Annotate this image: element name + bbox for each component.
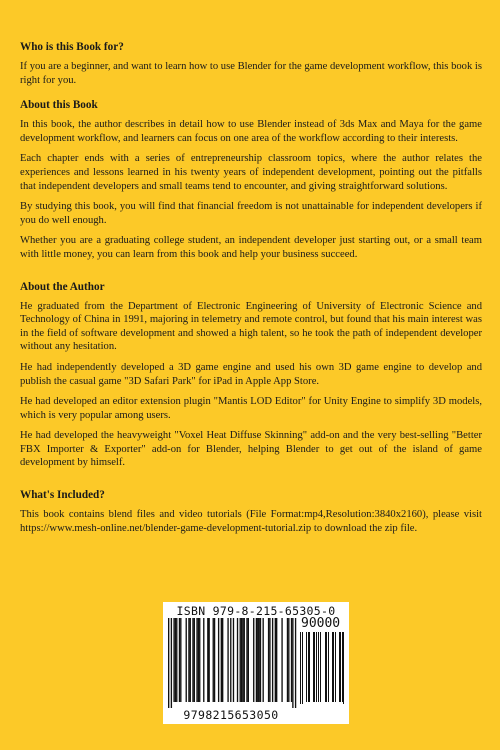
section-paragraph: He had developed the heavyweight "Voxel Heat Diffuse Skinning" add-on and the very best-selling "Better FBX Importer & Exporter" add-on for Blender, helping Blender to get out of the island of game development by himself. [20,430,482,469]
section-included [20,488,482,535]
barcode-bar [300,632,301,704]
barcode-bar [339,632,340,702]
barcode-bar [332,632,333,702]
barcode-bar [173,618,174,702]
section-who [20,40,482,87]
barcode-bar [196,618,197,702]
barcode-bar [240,618,241,702]
isbn-label: ISBN 979-8-215-65305-0 [176,604,336,618]
barcode-bar [180,618,181,702]
barcode-bar [320,632,321,702]
barcode-bar [175,618,176,702]
barcode-bar [227,618,228,702]
barcode-bar [168,618,169,708]
barcode-bar [203,618,204,702]
barcode-bar [242,618,243,702]
barcode-bar [257,618,258,702]
barcode-bar [256,618,257,702]
barcode-bar [309,632,310,702]
barcode-bar [246,618,247,702]
barcode-bar [213,618,214,702]
barcode-bar [221,618,222,702]
section-paragraph: He had developed an editor extension plugin "Mantis LOD Editor" for Unity Engine to simplify 3D models, which is very popular among users. [20,396,482,421]
price-code: 90000 [301,616,341,631]
section-paragraph: He graduated from the Department of Electronic Engineering of University of Electronic Science and Technology of China in 1991, majoring in telemetry and remote control, but found that his main interest was in the field of software development and showed a high talent, so he took the path of independent developer without any hesitation. [20,300,482,353]
barcode-bar [207,618,208,702]
barcode-bar [276,618,277,702]
barcode-bar [288,618,289,702]
addon-barcode-bars [300,632,344,708]
barcode-bar [335,632,336,702]
barcode-bar [209,618,210,702]
barcode-bar [198,618,199,702]
barcode-bar [233,618,234,702]
barcode-bar [194,618,195,702]
barcode-bar [192,618,193,702]
barcode-bar [199,618,200,702]
barcode-bar [263,618,264,702]
barcode-bar [318,632,319,702]
barcode-bar [275,618,276,702]
barcode-bar [287,618,288,702]
barcode-bar [333,632,334,702]
section-about-book [20,98,482,261]
ean-barcode-bars [168,618,298,708]
barcode-bar [269,618,270,702]
barcode-bar [291,618,292,702]
section-paragraph: He had independently developed a 3D game engine and used his own 3D game engine to develop and publish the casual game "3D Safari Park" for iPad in Apple App Store. [20,361,482,387]
barcode-bar [260,618,261,702]
barcode-bar [306,632,307,702]
ean-digits: 9798215653050 [183,708,279,722]
barcode-bar [302,632,303,704]
section-heading: What's Included? [20,489,105,502]
barcode-bar [268,618,269,702]
barcode-bar [314,632,315,702]
barcode-bar [179,618,180,702]
barcode-bar [244,618,245,702]
barcode-bar [340,632,341,702]
barcode-bar [188,618,189,702]
section-about-author [20,280,482,471]
section-heading: About the Author [20,280,105,293]
barcode-bar [230,618,231,702]
barcode-bar [248,618,249,702]
barcode-bar [272,618,273,702]
section-paragraph: This book contains blend files and video tutorials (File Format:mp4,Resolution:3840x2160), please visit https://www.mesh-online.net/blender-game-development-tutorial.zip to download the zip file. [20,509,482,534]
barcode-bar [214,618,215,702]
barcode-bar [328,632,329,702]
barcode-bar [218,618,219,702]
barcode-bar [313,632,314,702]
barcode-bar [342,632,343,702]
barcode-bar [222,618,223,702]
barcode-bar [176,618,177,702]
back-cover-text [20,40,482,546]
barcode-bar [281,618,282,702]
barcode-bar [258,618,259,702]
barcode-bar [190,618,191,702]
barcode-bar [325,632,326,702]
barcode-bar [308,632,309,702]
barcode-bar [292,618,293,708]
section-paragraph: If you are a beginner, and want to learn how to use Blender for the game development workflow, this book is right for you. [20,61,482,86]
section-paragraph: Whether you are a graduating college student, an independent developer just starting out, or a small team with little money, you can learn from this book and help your business succeed. [20,235,482,260]
barcode-bar [171,618,172,708]
section-paragraph: Each chapter ends with a series of entrepreneurship classroom topics, where the author relates the experiences and lessons learned in his twenty years of independent development, pointing out the pitfalls that independent developers and small teams tend to encounter, and giving straightforward solutions. [20,153,482,192]
isbn-barcode [163,602,349,724]
barcode-bar [237,618,238,702]
barcode-bar [316,632,317,702]
barcode-bar [343,632,344,704]
barcode-bar [186,618,187,702]
barcode-bar [326,632,327,702]
section-paragraph: In this book, the author describes in detail how to use Blender instead of 3ds Max and Maya for the game development workflow, and learners can focus on one area of the workflow according to their interests. [20,119,482,144]
section-heading: About this Book [20,99,98,112]
section-paragraph: By studying this book, you will find that financial freedom is not unattainable for independent developers if you do well enough. [20,201,482,226]
barcode-bar [295,618,296,708]
barcode-bar [241,618,242,702]
barcode-bar [253,618,254,702]
section-heading: Who is this Book for? [20,41,124,53]
